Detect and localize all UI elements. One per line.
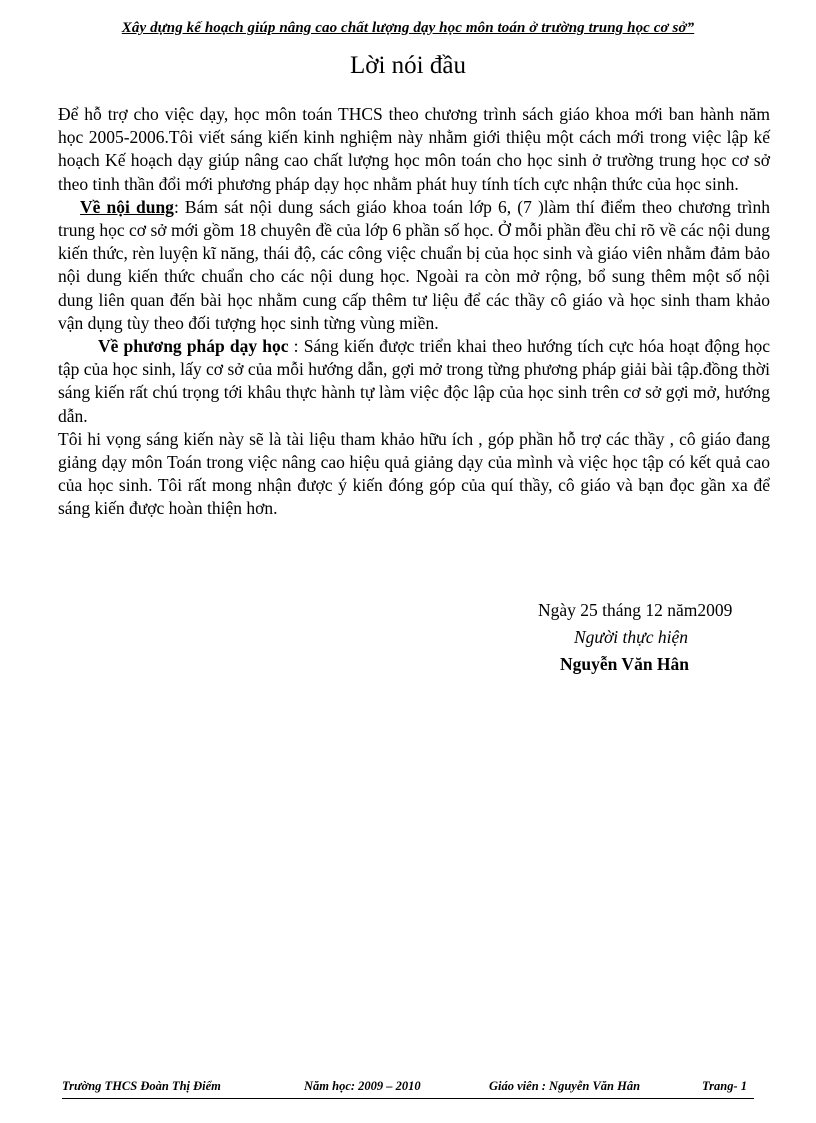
footer-school: Trường THCS Đoàn Thị Điểm [62,1079,221,1093]
paragraph-closing: Tôi hi vọng sáng kiến này sẽ là tài liệu tham khảo hữu ích , góp phần hỗ trợ các thầy , cô giáo đang giảng dạy môn Toán trong việc nâng cao hiệu quả giảng dạy của mình và việc học tập có kết quả cao của học sinh. Tôi rất mong nhận được ý kiến đóng góp của quí thầy, cô giáo và bạn đọc gần xa để sáng kiến được hoàn thiện hơn. [58,428,770,519]
method-text: : Sáng kiến được triển khai theo hướng tích cực hóa hoạt động học tập của học sinh, lấy cơ sở của mỗi hướng dẫn, gợi mở trong từng phương pháp giải bài tập.đồng thời sáng kiến rất chú trọng tới khâu thực hành tự làm việc độc lập của học sinh trên cơ sở gợi mở, hướng dẫn. [58,336,770,426]
method-label: Về phương pháp dạy học [98,336,289,357]
page-title: Lời nói đầu [350,52,466,79]
content-label: Về nội dung [80,196,174,217]
content-text: : Bám sát nội dung sách giáo khoa toán lớp 6, (7 )làm thí điểm theo chương trình trung học cơ sở mới gồm 18 chuyên đề của lớp 6 phần số học. Ở mỗi phần đều chỉ rõ về các nội dung kiến thức, rèn luyện kĩ năng, thái độ, các công việc chuẩn bị của học sinh và giáo viên nhằm đảm bảo nội dung kiến thức chuẩn cho các nội dung học. Ngoài ra còn mở rộng, bổ sung thêm một số nội dung liên quan đến bài học nhằm cung cấp thêm tư liệu để các thầy cô giáo và học sinh tham khảo vận dụng tùy theo đối tượng học sinh từng vùng miền. [58,196,770,333]
signature-name: Nguyễn Văn Hân [560,654,690,674]
footer-teacher: Giáo viên : Nguyễn Văn Hân [489,1079,641,1093]
paragraph-intro: Để hỗ trợ cho việc dạy, học môn toán THCS theo chương trình sách giáo khoa mới ban hành năm học 2005-2006.Tôi viết sáng kiến kinh nghiệm này nhằm giới thiệu một cách mới trong việc lập kế hoạch Kế hoạch dạy giúp nâng cao chất lượng học môn toán cho học sinh ở trường trung học cơ sở theo tinh thần đổi mới phương pháp dạy học nhằm phát huy tính tích cực nhận thức của học sinh. [58,104,770,194]
paragraph-content [58,196,770,335]
footer-page-number: Trang- 1 [702,1079,748,1093]
document-body [58,103,770,521]
page-footer [62,1076,754,1099]
signature-role: Người thực hiện [574,627,688,647]
footer-school-year: Năm học: 2009 – 2010 [304,1079,421,1093]
running-header: Xây dựng kế hoạch giúp nâng cao chất lượng dạy học môn toán ở trường trung học cơ sở” [121,20,695,36]
signature-date: Ngày 25 tháng 12 năm2009 [538,600,733,620]
paragraph-method [58,335,770,428]
signature-block [538,597,732,678]
